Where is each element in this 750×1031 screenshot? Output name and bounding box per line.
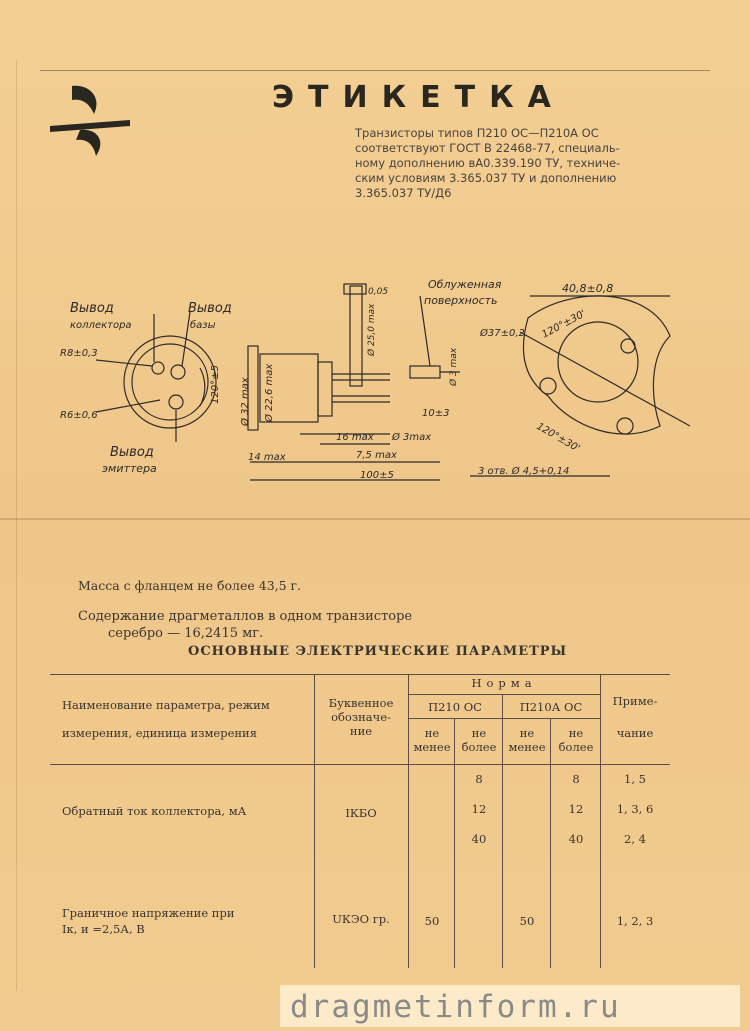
table-rule [408,718,600,719]
row-collector-current-name: Обратный ток коллектора, мА [62,804,247,818]
intro-line: Транзисторы типов П210 ОС—П210А ОС [355,126,599,140]
precious-metals-line: Содержание драгметаллов в одном транзисторе [78,609,413,624]
header-max-b-label: более [558,740,594,754]
mass-text: Масса с фланцем не более 43,5 г. [78,578,302,593]
header-max-a [456,726,502,754]
row-boundary-voltage-a-min: 50 [424,914,440,928]
dim-d3: Ø 3max [392,432,432,443]
table-rule [454,718,455,968]
label-emitter: Вывод [110,445,154,460]
label-collector-sub: коллектора [70,320,132,331]
header-min-a [410,726,454,754]
dim-100: 100±5 [360,470,394,481]
dim-angle-b: 120°±30' [534,421,582,455]
row-collector-current-symbol: IКБО [345,806,377,820]
row-collector-current-note: 2, 4 [624,832,646,846]
silver-content: серебро — 16,2415 мг. [108,626,264,641]
table-rule [408,694,600,695]
header-group-a: П210 ОС [428,700,482,714]
header-norma: Норма [471,676,537,690]
row-boundary-voltage-b-min: 50 [519,914,535,928]
row-boundary-voltage-symbol: UКЭО гр. [332,912,390,926]
header-max-b-label: не [568,726,584,740]
row-collector-current-b-max: 40 [568,832,584,846]
row-collector-current-b-max: 8 [572,772,580,786]
intro-text [355,126,675,201]
dim-r6: R6±0,6 [60,410,98,421]
header-note: Приме- [612,694,658,708]
dim-angle-120: 120°±5 [210,365,221,404]
table-rule [50,764,670,765]
top-rule [40,70,710,71]
row-collector-current-note: 1, 5 [624,772,646,786]
table-rule [408,674,409,968]
dim-d226: Ø 22,6 max [264,363,275,422]
header-symbol: Буквенное [328,696,394,710]
label-tinned: Облуженная [428,278,502,291]
parameters-table [50,668,670,968]
row-collector-current-note: 1, 3, 6 [616,802,654,816]
intro-line: соответствуют ГОСТ В 22468-77, специаль- [355,141,620,155]
header-min-a-label: не [424,726,440,740]
dim-16: 16 max [336,432,374,443]
label-base-sub: базы [190,320,216,331]
table-rule [550,718,551,968]
header-note: чание [616,726,654,740]
row-collector-current-a-max: 8 [475,772,483,786]
label-collector: Вывод [70,301,114,316]
watermark-text: dragmetinform.ru [290,989,621,1025]
table-rule [314,674,315,968]
dim-d37: Ø37±0,2 [480,328,525,339]
precious-metals [78,608,412,642]
header-param-unit: измерения, единица измерения [62,726,257,740]
page-title: ЭТИКЕТКА [272,80,565,115]
table-rule [600,674,601,968]
dim-tolerance: 0,05 [368,287,389,297]
header-min-b-label: менее [508,740,546,754]
dim-r8: R8±0,3 [60,348,98,359]
dim-holes: 3 отв. Ø 4,5+0,14 [478,466,570,477]
row-boundary-voltage-name: Граничное напряжение при [62,906,235,920]
dim-40-8: 40,8±0,8 [562,282,614,295]
watermark-banner [280,985,740,1027]
header-max-b [552,726,600,754]
intro-line: ским условиям 3.365.037 ТУ и дополнению [355,171,617,185]
row-collector-current-a-max: 12 [471,802,487,816]
header-symbol: ние [349,724,373,738]
table-rule [50,674,670,675]
label-emitter-sub: эмиттера [102,462,157,475]
intro-line: ному дополнению вА0.339.190 ТУ, техниче- [355,156,621,170]
manufacturer-logo [50,80,130,160]
table-rule [502,694,503,968]
header-min-b [504,726,550,754]
row-collector-current-b-max: 12 [568,802,584,816]
label-tinned-sub: поверхность [424,294,498,307]
row-collector-current-a-max: 40 [471,832,487,846]
header-group-b: П210А ОС [519,700,583,714]
header-max-a-label: не [471,726,487,740]
dim-10: 10±3 [422,408,450,419]
dim-angle-a: 120°±30' [540,308,588,341]
row-boundary-voltage-note: 1, 2, 3 [616,914,654,928]
row-boundary-voltage-condition: Iк, и =2,5А, В [62,922,145,936]
header-param-name: Наименование параметра, режим [62,698,270,712]
header-min-a-label: менее [413,740,451,754]
dim-d3-vertical: Ø 3 max [449,347,459,386]
header-symbol: обозначе- [331,710,391,724]
label-base: Вывод [188,301,232,316]
dim-d32: Ø 32 max [240,377,251,426]
dim-7-5: 7,5 max [356,450,397,461]
intro-line: 3.365.037 ТУ/Д6 [355,186,452,200]
header-max-a-label: более [461,740,497,754]
header-min-b-label: не [519,726,535,740]
dim-14: 14 max [248,452,286,463]
fold-line-vertical [16,60,17,991]
transistor-drawing [50,276,700,496]
fold-line-horizontal [0,518,750,520]
dim-d25: Ø 25,0 max [367,303,377,356]
table-title: ОСНОВНЫЕ ЭЛЕКТРИЧЕСКИЕ ПАРАМЕТРЫ [188,644,568,659]
